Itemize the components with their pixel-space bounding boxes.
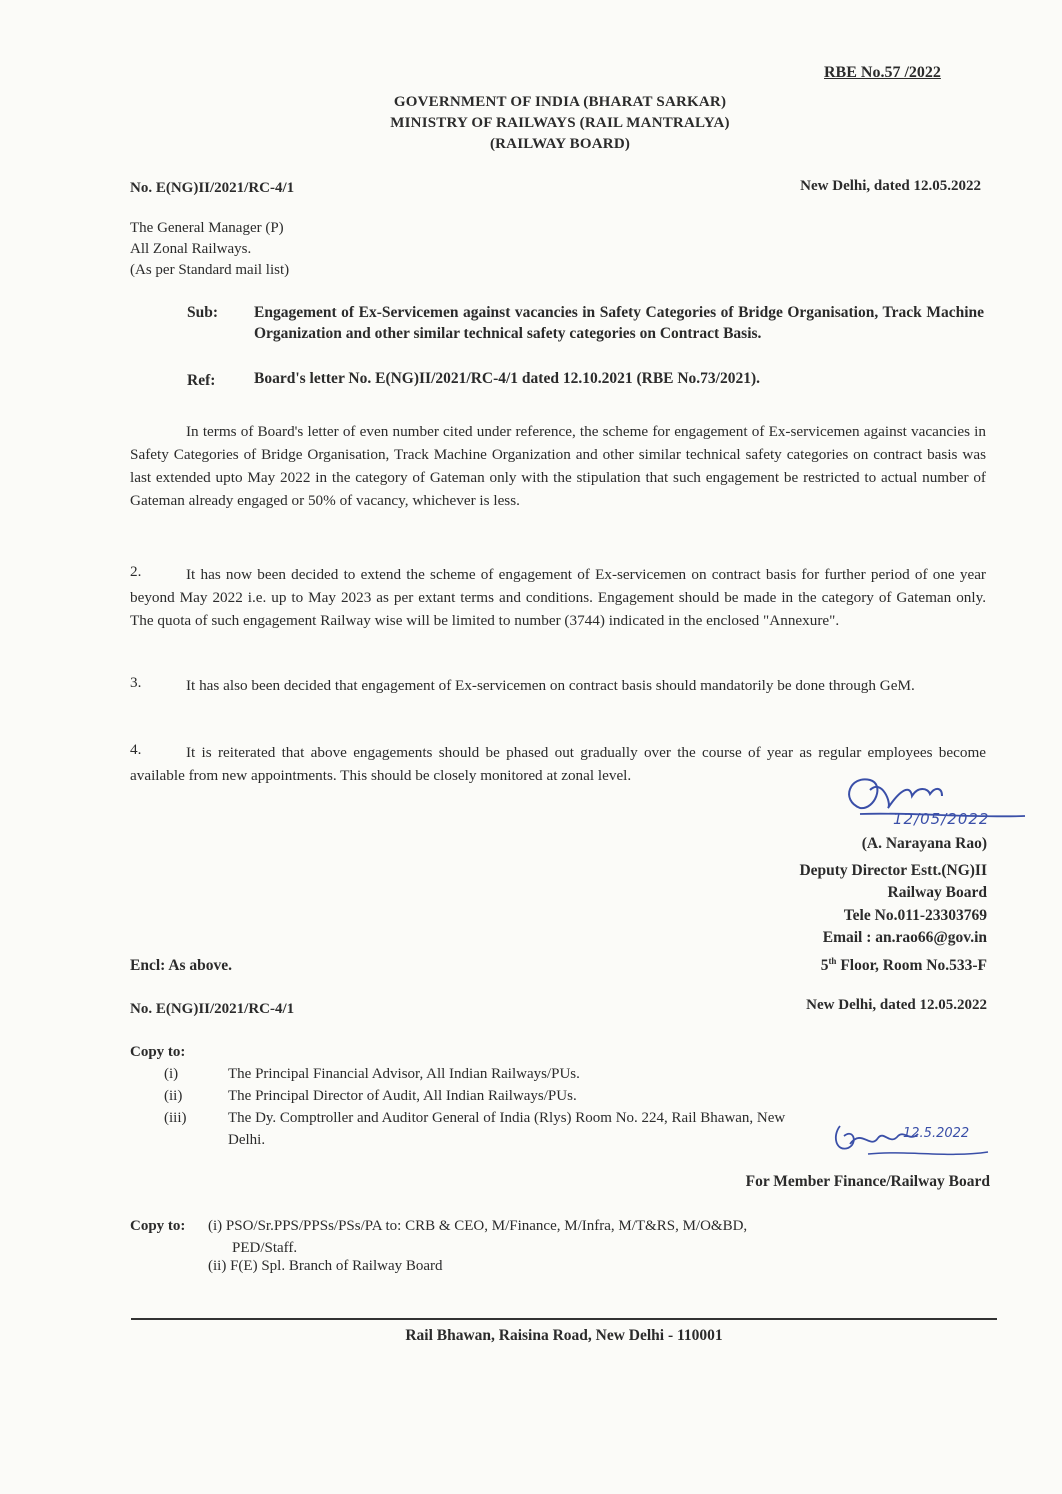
for-member-finance: For Member Finance/Railway Board [745, 1173, 990, 1190]
list-item [160, 1064, 990, 1086]
enclosure-note: Encl: As above. [130, 957, 233, 974]
paragraph-2-number: 2. [130, 563, 142, 580]
list-item [160, 1086, 990, 1108]
signatory-name: (A. Narayana Rao) [861, 835, 987, 852]
addressee-line-3: (As per Standard mail list) [130, 262, 290, 278]
signatory-designation: Deputy Director Estt.(NG)II [799, 861, 987, 879]
floor-number: 5 [820, 956, 829, 974]
ref-text: Board's letter No. E(NG)II/2021/RC-4/1 dated 12.10.2021 (RBE No.73/2021). [254, 370, 761, 387]
signatory-tele: Tele No.011-23303769 [843, 906, 987, 924]
paragraph-4-number: 4. [130, 741, 142, 758]
signatory-block [690, 833, 987, 977]
copy-to-label: Copy to: [130, 1044, 186, 1060]
floor-room: Floor, Room No.533-F [836, 956, 987, 974]
reference-number-2: No. E(NG)II/2021/RC-4/1 [130, 1001, 295, 1017]
addressee-block [130, 218, 289, 281]
signature-date-2: 12.5.2022 [903, 1126, 970, 1141]
rbe-number: RBE No.57 /2022 [824, 64, 941, 81]
footer-divider [131, 1318, 997, 1320]
paragraph-2: It has now been decided to extend the scheme of engagement of Ex-servicemen on contract basis for further period of one year beyond May 2022 i.e. up to May 2023 as per extant terms and conditions. Engagement should be made in the category of Gateman only. The quota of such engagement Railway wise will be limited to number (3744) indicated in the enclosed "Annexure". [130, 566, 986, 629]
list-item-text-cont: Delhi. [228, 1132, 266, 1148]
floor-suffix: th [828, 955, 837, 966]
signatory-office: Railway Board [887, 884, 987, 901]
list-item-num: (iii) [164, 1110, 187, 1126]
footer-address: Rail Bhawan, Raisina Road, New Delhi - 110001 [405, 1327, 723, 1344]
signature-date: 12/05/2022 [893, 810, 990, 828]
subject-label: Sub: [187, 304, 219, 321]
copy-to-2-item-1: (i) PSO/Sr.PPS/PPSs/PSs/PA to: CRB & CEO, M/Finance, M/Infra, M/T&RS, M/O&BD, [208, 1218, 748, 1234]
addressee-line-1: The General Manager (P) [130, 220, 284, 236]
signatory-email: Email : an.rao66@gov.in [822, 929, 987, 946]
ref-label: Ref: [187, 372, 216, 389]
paragraph-4: It is reiterated that above engagements should be phased out gradually over the course of year as regular employees become available from new appointments. This should be closely monitored at zonal level. [130, 744, 986, 784]
subject-text: Engagement of Ex-Servicemen against vacancies in Safety Categories of Bridge Organisation, Track Machine Organization and other similar technical safety categories on Contract Basis. [254, 304, 984, 342]
header-line-2: MINISTRY OF RAILWAYS (RAIL MANTRALYA) [390, 115, 730, 131]
list-item-text: The Dy. Comptroller and Auditor General of India (Rlys) Room No. 224, Rail Bhawan, New [228, 1110, 786, 1126]
copy-to-label-2: Copy to: [130, 1218, 186, 1234]
list-item-text: The Principal Director of Audit, All Indian Railways/PUs. [228, 1088, 577, 1104]
addressee-line-2: All Zonal Railways. [130, 241, 252, 257]
header-line-3: (RAILWAY BOARD) [489, 136, 631, 152]
paragraph-1: In terms of Board's letter of even number cited under reference, the scheme for engagement of Ex-servicemen against vacancies in Safety Categories of Bridge Organisation, Track Machine Organization and other similar technical safety categories on contract basis was last extended upto May 2022 in the category of Gateman only with the stipulation that such engagement be restricted to actual number of Gateman already engaged or 50% of vacancy, whichever is less. [130, 423, 986, 509]
list-item-num: (i) [164, 1066, 179, 1082]
list-item-num: (ii) [164, 1088, 183, 1104]
paragraph-3: It has also been decided that engagement of Ex-servicemen on contract basis should mandatorily be done through GeM. [186, 677, 915, 694]
header-line-1: GOVERNMENT OF INDIA (BHARAT SARKAR) [393, 94, 727, 110]
list-item-text: The Principal Financial Advisor, All Indian Railways/PUs. [228, 1066, 580, 1082]
letterhead [300, 92, 820, 155]
reference-number: No. E(NG)II/2021/RC-4/1 [130, 180, 295, 196]
signatory-room [690, 950, 987, 978]
paragraph-3-number: 3. [130, 674, 142, 691]
copy-to-2-item-2: (ii) F(E) Spl. Branch of Railway Board [208, 1258, 443, 1274]
copy-to-2-item-1b: PED/Staff. [232, 1240, 298, 1256]
letter-date-2: New Delhi, dated 12.05.2022 [806, 997, 987, 1013]
letter-date: New Delhi, dated 12.05.2022 [800, 178, 981, 194]
